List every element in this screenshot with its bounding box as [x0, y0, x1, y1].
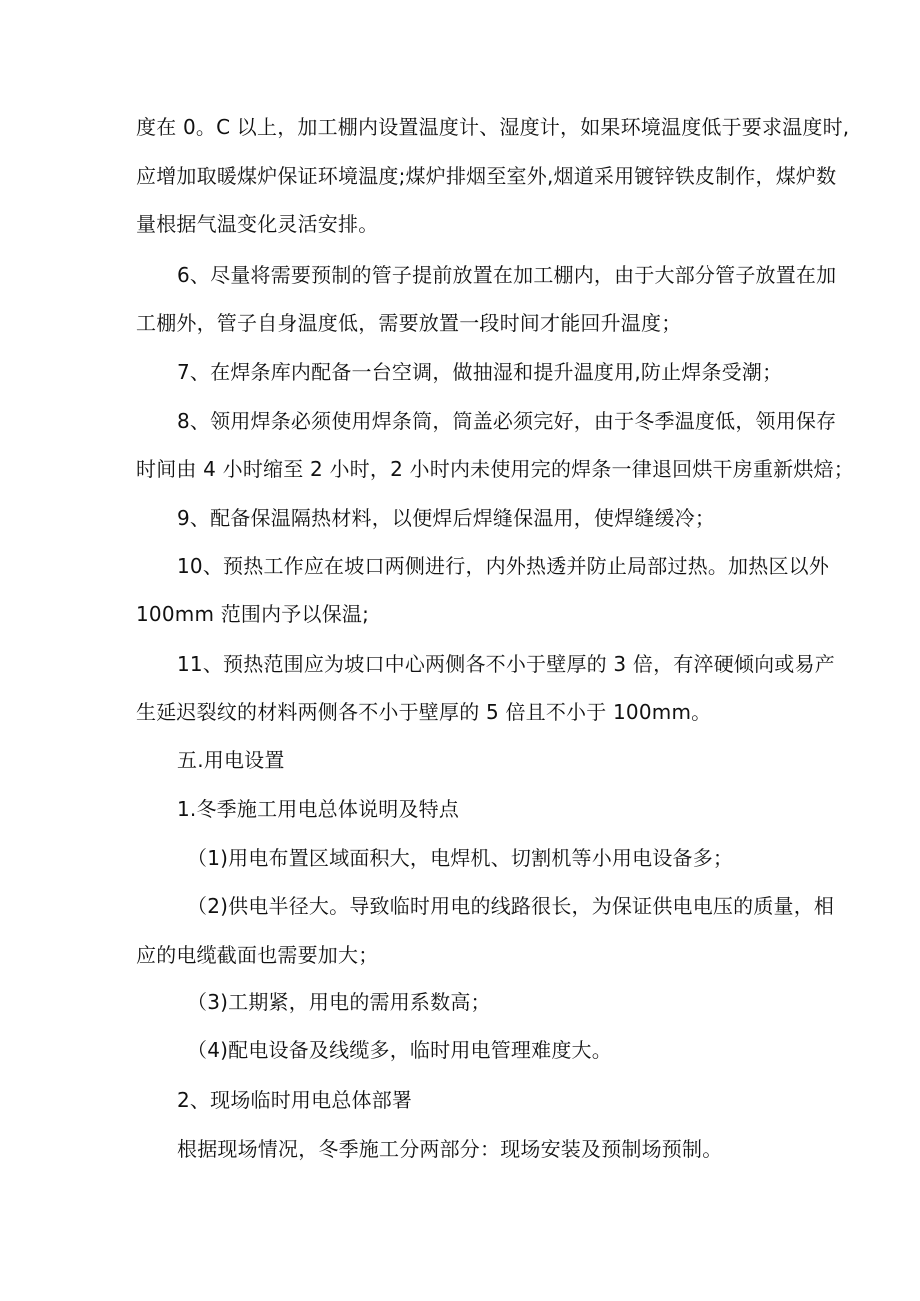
text-line: 6、尽量将需要预制的管子提前放置在加工棚内，由于大部分管子放置在加 — [177, 263, 837, 287]
text-line: 应的电缆截面也需要加大； — [136, 943, 379, 967]
subsection-heading: 1.冬季施工用电总体说明及特点 — [177, 797, 460, 821]
text-line: 时间由 4 小时缩至 2 小时，2 小时内未使用完的焊条一律退回烘干房重新烘焙； — [136, 457, 854, 481]
text-line: 度在 0。C 以上，加工棚内设置温度计、湿度计，如果环境温度低于要求温度时, — [136, 115, 850, 139]
text-line: 工棚外，管子自身温度低，需要放置一段时间才能回升温度； — [136, 311, 682, 335]
text-line: 9、配备保温隔热材料，以便焊后焊缝保温用，使焊缝缓冷； — [177, 506, 716, 530]
text-line: 应增加取暖煤炉保证环境温度;煤炉排烟至室外,烟道采用镀锌铁皮制作，煤炉数 — [136, 164, 837, 188]
text-line: 10、预热工作应在坡口两侧进行，内外热透并防止局部过热。加热区以外 — [177, 554, 830, 578]
text-line: 量根据气温变化灵活安排。 — [136, 212, 379, 236]
text-line: 7、在焊条库内配备一台空调，做抽湿和提升温度用,防止焊条受潮； — [177, 360, 783, 384]
text-line: （2)供电半径大。导致临时用电的线路很长，为保证供电电压的质量，相 — [187, 894, 835, 918]
text-line: 11、预热范围应为坡口中心两侧各不小于壁厚的 3 倍，有淬硬倾向或易产 — [177, 652, 835, 676]
text-line: 8、领用焊条必须使用焊条筒，筒盖必须完好，由于冬季温度低，领用保存 — [177, 409, 837, 433]
section-heading: 五.用电设置 — [177, 748, 285, 772]
text-line: （1)用电布置区域面积大，电焊机、切割机等小用电设备多； — [187, 846, 734, 870]
subsection-heading: 2、现场临时用电总体部署 — [177, 1088, 413, 1112]
text-line: 生延迟裂纹的材料两侧各不小于壁厚的 5 倍且不小于 100mm。 — [136, 700, 712, 724]
text-line: 100mm 范围内予以保温; — [136, 602, 370, 626]
text-line: 根据现场情况，冬季施工分两部分：现场安装及预制场预制。 — [177, 1137, 723, 1161]
text-line: （4)配电设备及线缆多，临时用电管理难度大。 — [187, 1038, 612, 1062]
text-line: （3)工期紧，用电的需用系数高； — [187, 990, 491, 1014]
